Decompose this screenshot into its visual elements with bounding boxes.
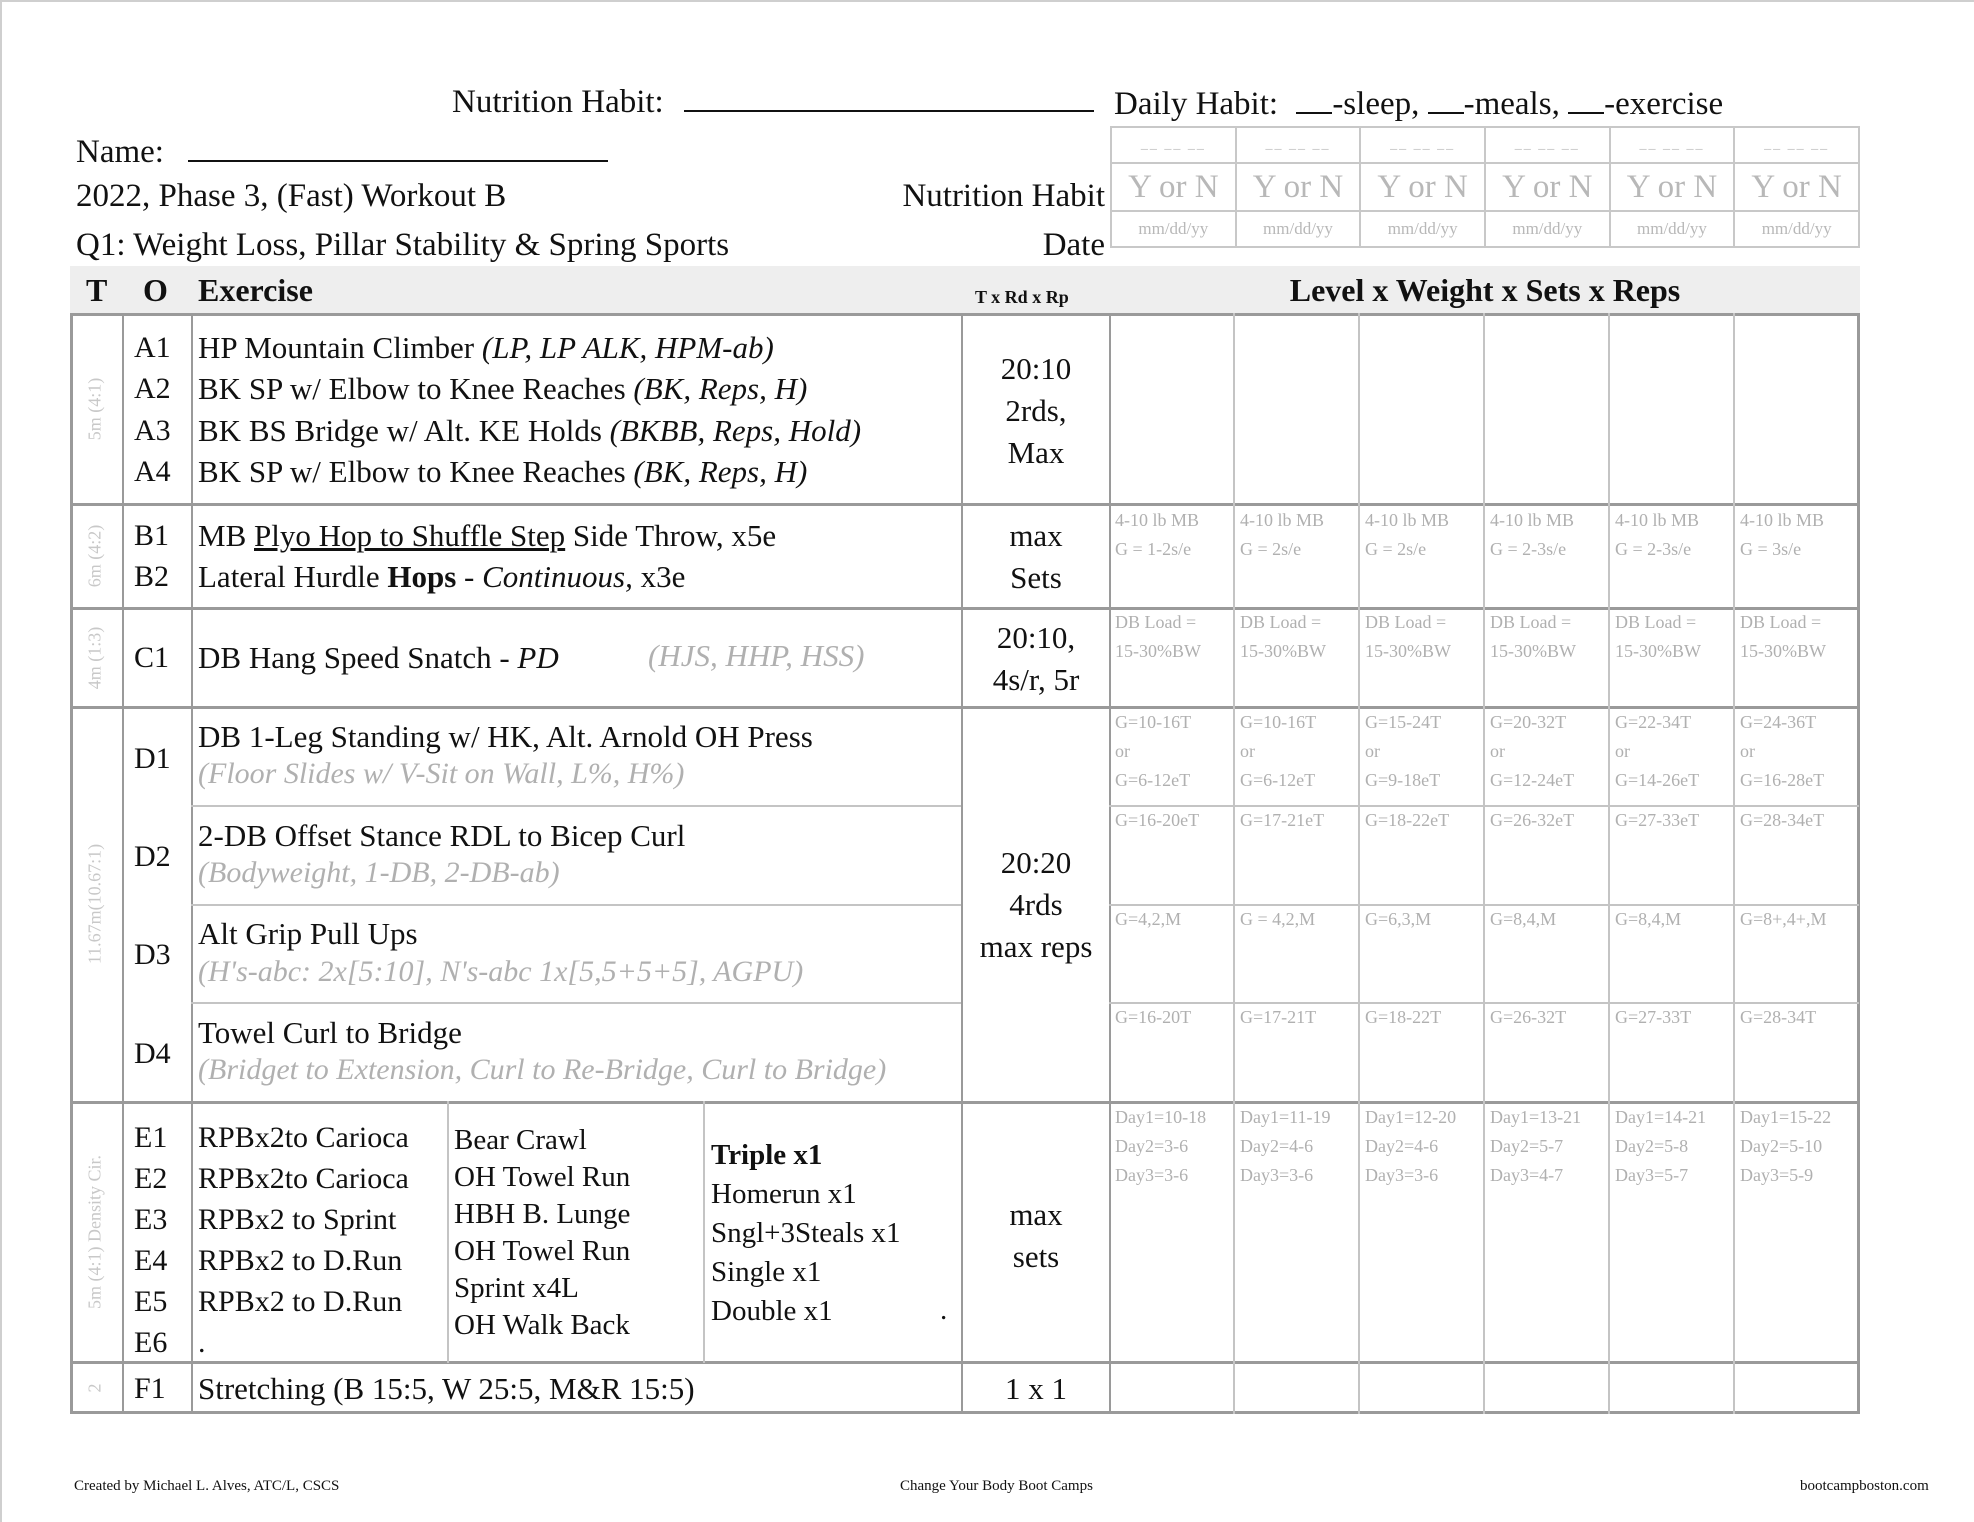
exercise-code-d2: D2: [134, 840, 171, 873]
timing-line: Sets: [1010, 560, 1062, 595]
exercise-code-e3: E3: [134, 1203, 168, 1236]
block-f-timing: 1 x 1: [1005, 1371, 1067, 1406]
exercise-code-d4: D4: [134, 1037, 171, 1070]
tracker-yn-cell[interactable]: Y or N: [1485, 163, 1610, 211]
log-note-c[interactable]: DB Load = 15-30%BW: [1365, 612, 1451, 661]
log-note-d2[interactable]: G=17-21eT: [1240, 810, 1325, 830]
timing-line: Max: [1007, 435, 1065, 470]
log-note-d4[interactable]: G=28-34T: [1740, 1007, 1817, 1027]
timing-line: max reps: [979, 929, 1093, 964]
log-note-d2[interactable]: G=16-20eT: [1115, 810, 1200, 830]
circuit-item: .: [198, 1326, 206, 1359]
circuit-item: RPBx2 to Sprint: [198, 1203, 397, 1236]
exercise-name: MB: [198, 518, 254, 553]
exercise-name: DB Hang Speed Snatch -: [198, 640, 518, 675]
circuit-item: Bear Crawl: [454, 1124, 587, 1156]
block-e-column-3: [711, 1136, 901, 1331]
timing-line: 20:10,: [996, 620, 1076, 655]
log-note-d1[interactable]: G=22-34T or G=14-26eT: [1615, 712, 1700, 790]
col-header-t: T: [86, 272, 108, 308]
log-note-d4[interactable]: G=27-33T: [1615, 1007, 1692, 1027]
log-note-b[interactable]: 4-10 lb MB G = 2s/e: [1240, 510, 1325, 559]
tracker-date-cell[interactable]: mm/dd/yy: [1610, 211, 1735, 247]
footer-company: Change Your Body Boot Camps: [900, 1478, 1093, 1494]
name-label: Name:: [76, 134, 164, 170]
tracker-daily-cell[interactable]: __ __ __: [1485, 127, 1610, 163]
exercise-name: BK SP w/ Elbow to Knee Reaches: [198, 454, 634, 489]
exercise-d1-alternatives: (Floor Slides w/ V-Sit on Wall, L%, H%): [198, 757, 685, 790]
exercise-name: BK SP w/ Elbow to Knee Reaches: [198, 371, 634, 406]
circuit-item: RPBx2to Carioca: [198, 1121, 409, 1154]
exercise-alternatives: (HJS, HHP, HSS): [648, 638, 865, 673]
log-note-d2[interactable]: G=27-33eT: [1615, 810, 1700, 830]
nutrition-habit-line: [452, 80, 1094, 122]
log-note-d1[interactable]: G=24-36T or G=16-28eT: [1740, 712, 1825, 790]
daily-habit-exercise: -exercise: [1604, 86, 1724, 122]
exercise-code-c1: C1: [134, 641, 170, 674]
log-note-c[interactable]: DB Load = 15-30%BW: [1740, 612, 1826, 661]
log-note-d2[interactable]: G=28-34eT: [1740, 810, 1825, 830]
exercise-code-d3: D3: [134, 938, 171, 971]
log-note-d1[interactable]: G=10-16T or G=6-12eT: [1115, 712, 1192, 790]
circuit-item: Sngl+3Steals x1: [711, 1217, 901, 1249]
timing-line: max: [1009, 518, 1063, 553]
log-note-e[interactable]: Day1=11-19 Day2=4-6 Day3=3-6: [1240, 1107, 1331, 1185]
block-e-codes: [134, 1117, 167, 1363]
log-note-e[interactable]: Day1=13-21 Day2=5-7 Day3=4-7: [1490, 1107, 1582, 1185]
log-note-b[interactable]: 4-10 lb MB G = 1-2s/e: [1115, 510, 1200, 559]
tracker-daily-cell[interactable]: __ __ __: [1360, 127, 1485, 163]
daily-habit-line: [1114, 84, 1723, 124]
block-f-time: 2: [84, 1383, 105, 1393]
circuit-item: RPBx2to Carioca: [198, 1162, 409, 1195]
exercise-c1: [198, 637, 559, 678]
tracker-daily-cell[interactable]: __ __ __: [1111, 127, 1236, 163]
block-e-column-2: [454, 1122, 630, 1344]
tracker-row-daily: [1111, 127, 1859, 163]
log-note-d3[interactable]: G=8,4,M: [1615, 909, 1682, 929]
exercise-a2: [198, 368, 807, 409]
circuit-item: Sprint x4L: [454, 1272, 579, 1304]
footer-credit: Created by Michael L. Alves, ATC/L, CSCS: [74, 1478, 340, 1494]
daily-habit-meals: -meals,: [1463, 86, 1560, 122]
quarter-goal: Q1: Weight Loss, Pillar Stability & Spring Sports: [76, 227, 730, 263]
timing-line: max: [1009, 1197, 1063, 1232]
exercise-code-a1: A1: [134, 331, 171, 364]
log-note-e[interactable]: Day1=10-18 Day2=3-6 Day3=3-6: [1115, 1107, 1207, 1185]
exercise-code-e2: E2: [134, 1162, 168, 1195]
nutrition-habit-label: Nutrition Habit:: [452, 84, 664, 120]
tracker-yn-cell[interactable]: Y or N: [1610, 163, 1735, 211]
timing-line: 20:20: [1000, 845, 1072, 880]
log-note-d3[interactable]: G=8+,4+,M: [1740, 909, 1827, 929]
footer-website: bootcampboston.com: [1800, 1478, 1929, 1494]
log-note-d4[interactable]: G=16-20T: [1115, 1007, 1192, 1027]
exercise-d2-alternatives: (Bodyweight, 1-DB, 2-DB-ab): [198, 856, 560, 889]
log-note-d3[interactable]: G = 4,2,M: [1240, 909, 1316, 929]
block-a-time: 5m (4:1): [84, 377, 105, 441]
exercise-alternatives: (BK, Reps, H): [633, 371, 808, 406]
exercise-name: HP Mountain Climber: [198, 330, 482, 365]
exercise-code-e5: E5: [134, 1285, 168, 1318]
tracker-yn-cell[interactable]: Y or N: [1111, 163, 1236, 211]
exercise-name: Lateral Hurdle: [198, 559, 388, 594]
log-note-b[interactable]: 4-10 lb MB G = 2-3s/e: [1615, 510, 1700, 559]
tracker-daily-cell[interactable]: __ __ __: [1236, 127, 1361, 163]
col-header-log: Level x Weight x Sets x Reps: [1289, 272, 1681, 308]
exercise-emphasis: Hops: [387, 559, 457, 594]
exercise-a4: [198, 451, 807, 492]
block-b-time: 6m (4:2): [84, 524, 105, 588]
block-e-time: 5m (4:1) Density Cir.: [84, 1155, 105, 1309]
exercise-b2: [198, 556, 685, 597]
log-note-d2[interactable]: G=26-32eT: [1490, 810, 1575, 830]
row-label-nutrition: Nutrition Habit: [902, 178, 1105, 214]
block-a-timing: [963, 348, 1109, 474]
tracker-yn-cell[interactable]: Y or N: [1236, 163, 1361, 211]
name-line: [76, 130, 608, 172]
exercise-code-e4: E4: [134, 1244, 168, 1277]
log-note-d4[interactable]: G=18-22T: [1365, 1007, 1442, 1027]
exercise-d2-name: 2-DB Offset Stance RDL to Bicep Curl: [198, 818, 686, 853]
exercise-alternatives: (BKBB, Reps, Hold): [609, 413, 862, 448]
tracker-daily-cell[interactable]: __ __ __: [1734, 127, 1859, 163]
sleep-field[interactable]: [1296, 84, 1332, 114]
log-note-c[interactable]: DB Load = 15-30%BW: [1490, 612, 1576, 661]
tracker-date-cell[interactable]: mm/dd/yy: [1236, 211, 1361, 247]
exercise-emphasis: Plyo Hop to Shuffle Step: [254, 518, 566, 553]
exercise-modifier: Continuous,: [482, 559, 633, 594]
exercise-field[interactable]: [1568, 84, 1604, 114]
exercise-code-e6: E6: [134, 1326, 168, 1359]
timing-line: 20:10: [1000, 351, 1072, 386]
daily-habit-sleep: -sleep,: [1332, 86, 1420, 122]
col-header-timing: T x Rd x Rp: [975, 287, 1069, 307]
page-edge-top: [0, 0, 1974, 2]
block-d-timing: [963, 842, 1109, 968]
tracker-row-date: [1111, 211, 1859, 247]
exercise-alternatives: (BK, Reps, H): [633, 454, 808, 489]
program-title: 2022, Phase 3, (Fast) Workout B: [76, 178, 507, 214]
block-c-timing: [963, 617, 1109, 701]
log-note-d3[interactable]: G=8,4,M: [1490, 909, 1557, 929]
tracker-date-cell[interactable]: mm/dd/yy: [1734, 211, 1859, 247]
log-note-c[interactable]: DB Load = 15-30%BW: [1240, 612, 1326, 661]
timing-line: 2rds,: [1005, 393, 1067, 428]
log-note-d1[interactable]: G=20-32T or G=12-24eT: [1490, 712, 1575, 790]
log-note-c[interactable]: DB Load = 15-30%BW: [1615, 612, 1701, 661]
col-header-o: O: [143, 272, 168, 308]
exercise-separator: -: [456, 559, 483, 594]
exercise-code-a4: A4: [134, 455, 171, 488]
exercise-a3: [198, 410, 861, 451]
log-note-d1[interactable]: G=15-24T or G=9-18eT: [1365, 712, 1442, 790]
page-edge-left: [0, 0, 2, 1522]
log-note-d1[interactable]: G=10-16T or G=6-12eT: [1240, 712, 1317, 790]
exercise-d3-alternatives: (H's-abc: 2x[5:10], N's-abc 1x[5,5+5+5], AGPU): [198, 955, 804, 988]
circuit-item: OH Walk Back: [454, 1309, 630, 1341]
circuit-item: OH Towel Run: [454, 1161, 631, 1193]
log-note-e[interactable]: Day1=15-22 Day2=5-10 Day3=5-9: [1740, 1107, 1832, 1185]
exercise-b1: [198, 515, 776, 556]
log-note-d2[interactable]: G=18-22eT: [1365, 810, 1450, 830]
log-note-d3[interactable]: G=4,2,M: [1115, 909, 1182, 929]
tracker-yn-cell[interactable]: Y or N: [1360, 163, 1485, 211]
tracker-date-cell[interactable]: mm/dd/yy: [1111, 211, 1236, 247]
tracker-yn-cell[interactable]: Y or N: [1734, 163, 1859, 211]
tracker-date-cell[interactable]: mm/dd/yy: [1360, 211, 1485, 247]
circuit-item: RPBx2 to D.Run: [198, 1244, 403, 1277]
circuit-item-highlight: Triple x1: [711, 1139, 823, 1171]
log-note-e[interactable]: Day1=14-21 Day2=5-8 Day3=5-7: [1615, 1107, 1707, 1185]
circuit-item: Homerun x1: [711, 1178, 857, 1210]
log-note-e[interactable]: Day1=12-20 Day2=4-6 Day3=3-6: [1365, 1107, 1457, 1185]
timing-line: 4rds: [1009, 887, 1063, 922]
nutrition-habit-field[interactable]: [684, 80, 1094, 112]
habit-tracker-grid: [1110, 126, 1860, 248]
exercise-d4-name: Towel Curl to Bridge: [198, 1015, 462, 1050]
log-note-b[interactable]: 4-10 lb MB G = 3s/e: [1740, 510, 1825, 559]
tracker-row-nutrition: [1111, 163, 1859, 211]
row-label-date: Date: [1042, 227, 1105, 263]
col-header-exercise: Exercise: [198, 272, 313, 308]
exercise-name: BK BS Bridge w/ Alt. KE Holds: [198, 413, 610, 448]
log-note-d4[interactable]: G=26-32T: [1490, 1007, 1567, 1027]
block-e-timing: [963, 1194, 1109, 1278]
exercise-code-d1: D1: [134, 742, 171, 775]
exercise-code-b2: B2: [134, 560, 170, 593]
log-note-b[interactable]: 4-10 lb MB G = 2-3s/e: [1490, 510, 1575, 559]
exercise-a1: [198, 327, 774, 368]
circuit-dot: .: [940, 1294, 948, 1326]
exercise-code-b1: B1: [134, 519, 170, 552]
exercise-d1-name: DB 1-Leg Standing w/ HK, Alt. Arnold OH Press: [198, 719, 813, 754]
block-e-column-1: [198, 1117, 409, 1363]
exercise-modifier: PD: [517, 640, 559, 675]
log-note-c[interactable]: DB Load = 15-30%BW: [1115, 612, 1201, 661]
circuit-item: RPBx2 to D.Run: [198, 1285, 403, 1318]
log-note-d4[interactable]: G=17-21T: [1240, 1007, 1317, 1027]
block-c-time: 4m (1:3): [84, 626, 105, 690]
tracker-daily-cell[interactable]: __ __ __: [1610, 127, 1735, 163]
exercise-code-e1: E1: [134, 1121, 168, 1154]
meals-field[interactable]: [1428, 84, 1464, 114]
exercise-code-a2: A2: [134, 372, 171, 405]
circuit-item: Double x1: [711, 1295, 833, 1327]
circuit-item: OH Towel Run: [454, 1235, 631, 1267]
timing-line: sets: [1012, 1239, 1060, 1274]
exercise-d4-alternatives: (Bridget to Extension, Curl to Re-Bridge, Curl to Bridge): [198, 1053, 887, 1086]
exercise-alternatives: (LP, LP ALK, HPM-ab): [481, 330, 774, 365]
exercise-code-f1: F1: [134, 1372, 166, 1405]
exercise-f1-name: Stretching (B 15:5, W 25:5, M&R 15:5): [198, 1371, 695, 1406]
name-field[interactable]: [188, 130, 608, 162]
exercise-suffix: Side Throw, x5e: [565, 518, 777, 553]
block-d-time: 11.67m(10.67:1): [84, 843, 105, 965]
log-note-b[interactable]: 4-10 lb MB G = 2s/e: [1365, 510, 1450, 559]
tracker-date-cell[interactable]: mm/dd/yy: [1485, 211, 1610, 247]
exercise-code-a3: A3: [134, 414, 171, 447]
circuit-item: HBH B. Lunge: [454, 1198, 631, 1230]
daily-habit-label: Daily Habit:: [1114, 86, 1279, 122]
exercise-suffix: x3e: [632, 559, 686, 594]
timing-line: 4s/r, 5r: [992, 662, 1080, 697]
circuit-item: Single x1: [711, 1256, 822, 1288]
log-note-d3[interactable]: G=6,3,M: [1365, 909, 1432, 929]
exercise-d3-name: Alt Grip Pull Ups: [198, 916, 418, 951]
block-b-timing: [963, 515, 1109, 599]
